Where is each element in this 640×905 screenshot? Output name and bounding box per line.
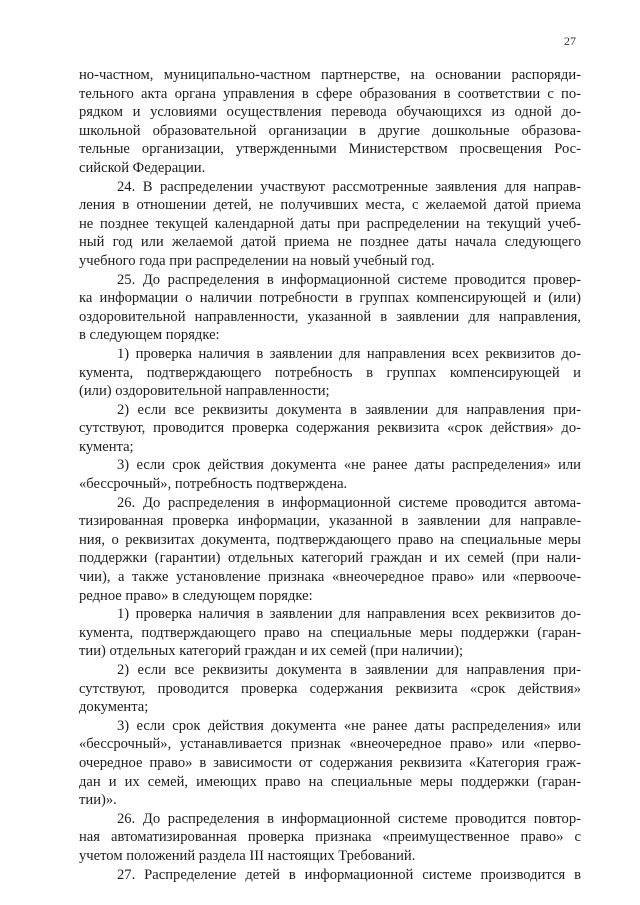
text-line: документа; — [79, 699, 149, 716]
text-line: оздоровительной направленности, указанной в заявлении для направления, — [79, 308, 581, 325]
text-line: ная автоматизированная проверка признака «преимущественное право» с — [79, 829, 581, 846]
text-line: тизированная проверка информации, указанной в заявлении для направле- — [79, 513, 581, 530]
text-line: не позднее текущей календарной даты при распределении на текущий учеб- — [79, 215, 581, 232]
text-line: в следующем порядке: — [79, 327, 220, 344]
text-line: сутствуют, проводится проверка содержания реквизита «срок действия» до- — [79, 420, 581, 437]
text-line: (или) оздоровительной направленности; — [79, 383, 330, 400]
page-number: 27 — [564, 34, 576, 48]
document-body — [79, 66, 581, 884]
text-line: 27. Распределение детей в информационной системе производится в — [117, 866, 581, 883]
text-line: тии)». — [79, 792, 117, 809]
text-line: 26. До распределения в информационной системе проводится повтор- — [117, 810, 581, 827]
text-line: учебного года при распределении на новый учебный год. — [79, 252, 435, 269]
text-line: кумента, подтверждающего право на специальные меры поддержки (гаран- — [79, 624, 581, 641]
text-line: тельные организации, утвержденными Министерством просвещения Рос- — [79, 141, 581, 158]
text-line: школьной образовательной организации в другие дошкольные образова- — [79, 122, 581, 139]
text-line: тельного акта органа управления в сфере образования в соответствии с по- — [79, 85, 581, 102]
text-line: ный год или желаемой датой приема не позднее даты начала следующего — [79, 234, 581, 251]
text-line: сийской Федерации. — [79, 159, 206, 176]
text-line: 26. До распределения в информационной системе проводится автома- — [117, 494, 581, 511]
text-line: 3) если срок действия документа «не ранее даты распределения» или — [117, 457, 581, 474]
text-line: 24. В распределении участвуют рассмотренные заявления для направ- — [117, 178, 581, 195]
text-line: 25. До распределения в информационной системе проводится провер- — [117, 271, 581, 288]
text-line: дан и их семей, имеющих право на специальные меры поддержки (гаран- — [79, 773, 581, 790]
text-line: ка информации о наличии потребности в группах компенсирующей и (или) — [79, 290, 581, 307]
text-line: но-частном, муниципально-частном партнерстве, на основании распоряди- — [79, 67, 581, 83]
text-line: 1) проверка наличия в заявлении для направления всех реквизитов до- — [117, 345, 581, 362]
text-line: кумента; — [79, 438, 134, 455]
text-line: сутствуют, проводится проверка содержания реквизита «срок действия» — [79, 680, 581, 697]
text-line: 1) проверка наличия в заявлении для направления всех реквизитов до- — [117, 606, 581, 623]
text-line: чии), а также установление признака «внеочередное право» или «первооче- — [79, 569, 581, 586]
text-line: очередное право» в зависимости от содержания реквизита «Категория граж- — [79, 754, 581, 771]
text-line: поддержки (гарантии) отдельных категорий граждан и их семей (при нали- — [79, 550, 581, 567]
text-line: «бессрочный», потребность подтверждена. — [79, 476, 348, 493]
text-line: учетом положений раздела III настоящих Требований. — [79, 847, 416, 864]
text-line: рядком и условиями осуществления перевода обучающихся из одной до- — [79, 104, 581, 121]
text-line: 2) если все реквизиты документа в заявлении для направления при- — [117, 401, 581, 418]
text-line: 2) если все реквизиты документа в заявлении для направления при- — [117, 662, 581, 678]
text-line: 3) если срок действия документа «не ранее даты распределения» или — [117, 717, 581, 734]
text-line: редное право» в следующем порядке: — [79, 587, 313, 604]
text-line: ния, о реквизитах документа, подтверждающего право на специальные меры — [79, 531, 581, 548]
text-line: тии) отдельных категорий граждан и их семей (при наличии); — [79, 643, 464, 660]
text-line: «бессрочный», устанавливается признак «внеочередное право» или «перво- — [79, 736, 581, 753]
text-line: кумента, подтверждающего потребность в группах компенсирующей и — [79, 364, 581, 381]
text-line: ления в отношении детей, не получивших места, с желаемой датой приема — [79, 197, 581, 214]
